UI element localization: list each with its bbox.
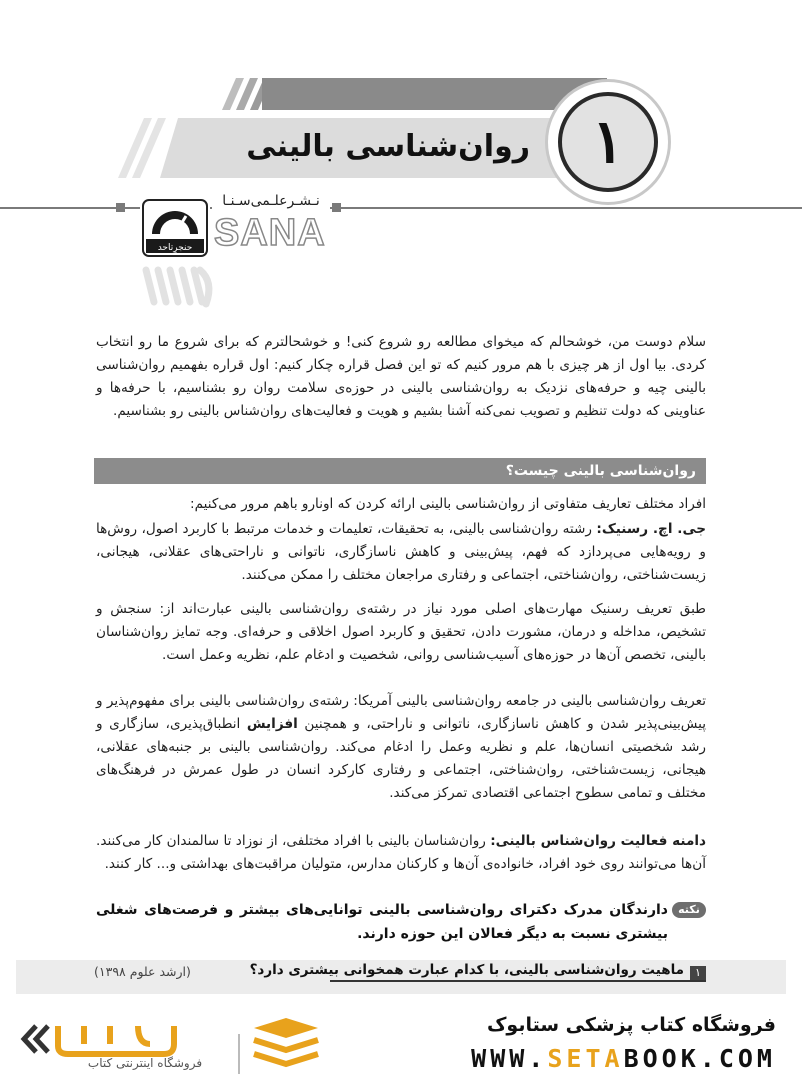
url-suffix: BOOK.COM xyxy=(623,1044,776,1073)
definitions-intro: افراد مختلف تعاریف متفاوتی از روان‌شناسی بالینی ارائه کردن که اونارو باهم مرور می‌کنیم: xyxy=(190,496,706,512)
divider-square xyxy=(332,203,341,212)
divider-square xyxy=(116,203,125,212)
publisher-tagline: حنجرِتاحد xyxy=(157,243,193,253)
resnick-keyword: جی. اچ. رسنیک: xyxy=(596,521,707,537)
chapter-title: روان‌شناسی بالینی xyxy=(246,129,530,164)
question-text: ماهیت روان‌شناسی بالینی، با کدام عبارت همخوانی بیشتری دارد؟ xyxy=(249,962,684,978)
apa-text-a: تعریف روان‌شناسی بالینی در جامعه روان‌شناسی بالینی آمریکا: رشته‌ی روان‌شناسی بالینی برای مفهوم‌پذیر و پیش‌بینی‌پذیر شدن و کاهش ناسازگاری، ناتوانی و ناراحتی، و همچنین xyxy=(96,693,706,732)
url-highlight: SETA xyxy=(547,1044,624,1073)
question-source: (ارشد علوم ۱۳۹۸) xyxy=(94,964,191,979)
footer-url[interactable] xyxy=(414,1044,776,1073)
chapter-number-badge xyxy=(558,92,658,192)
section-heading: روان‌شناسی بالینی چیست؟ xyxy=(94,458,706,484)
apa-definition xyxy=(96,690,706,805)
scope-text: روان‌شناسان بالینی با افراد مختلفی، از نوزاد تا سالمندان کار می‌کنند. آن‌ها می‌توانند روی خود افراد، خانواده‌ی آن‌ها و کارکنان مدارس، متولیان مراقبت‌های بهداشتی و... کار کنند. xyxy=(96,833,706,872)
footer-shop-name: فروشگاه کتاب پزشکی ستابوک xyxy=(486,1014,776,1036)
url-prefix: WWW. xyxy=(471,1044,548,1073)
setabook-logo-subtitle: فروشگاه اینترنتی کتاب xyxy=(87,1056,203,1070)
intro-paragraph: سلام دوست من، خوشحالم که میخوای مطالعه رو شروع کنی! و خوشحالترم که برای شروع ما رو انتخاب کردی. بیا اول از هر چیزی با هم مرور کنیم که تو این فصل قراره چکار کنیم: اول قراره بفهمیم روان‌شناسی بالینی چیه و حرفه‌های نزدیک به روان‌شناسی بالینی در حوزه‌ی سلامت روان رو بشناسیم، با حرفه‌ها و عناوینی که دولت تنظیم و تصویب نمی‌کنه آشنا بشیم و هویت و فعالیت‌های روان‌شناس بالینی رو بشناسیم. xyxy=(96,334,706,419)
watermark-squiggle xyxy=(140,262,220,310)
note-badge: نکته xyxy=(672,902,706,918)
publisher-name: نـشـرعلـمی‌سـنـا xyxy=(212,193,330,209)
resnick-skills-paragraph: طبق تعریف رسنیک مهارت‌های اصلی مورد نیاز در رشته‌ی روان‌شناسی بالینی عبارت‌اند از: سنجش و تشخیص، مداخله و درمان، مشورت دادن، تحقیق و کاربرد اصول اخلاقی و حرفه‌ای. وجه تمایز روان‌شناسان بالینی، تخصص آن‌ها در حوزه‌های آسیب‌شناسی روانی، شخصیت و ادغام علم، نظریه وعمل است. xyxy=(96,601,706,663)
header-top-bar xyxy=(262,78,607,110)
scope-paragraph xyxy=(96,830,706,876)
scope-keyword: دامنه فعالیت روان‌شناس بالینی: xyxy=(490,833,706,849)
apa-text-b: انطباق‌پذیری، سازگاری و رشد شخصیتی انسان‌ها، علم و نظریه وعمل را ادغام می‌کند. روان‌شناسی بالینی بر جنبه‌های عقلانی، هیجانی، زیست‌شناختی، روان‌شناختی، اجتماعی و رفتاری کارکرد انسان در طول عمرش در فرهنگ‌های مختلف و تمامی سطوح اجتماعی اقتصادی تمرکز می‌کند. xyxy=(96,716,706,801)
note-text: دارندگان مدرک دکترای روان‌شناسی بالینی توانایی‌های بیشتر و فرصت‌های شغلی بیشتری نسبت به دیگر فعالان این حوزه دارند. xyxy=(96,902,668,942)
resnick-text: رشته روان‌شناسی بالینی، به تحقیقات، تعلیمات و خدمات مرتبط با کاربرد اصول، روش‌ها و رویه‌هایی می‌پردازد که فهم، پیش‌بینی و کاهش ناسازگاری، ناتوانی و ناراحتی‌های عقلانی، هیجانی، زیست‌شناختی، روان‌شناختی، اجتماعی و رفتاری مراجعان مختلف را ممکن می‌کنند. xyxy=(96,521,706,583)
publisher-latin-logo: SANA xyxy=(214,212,326,254)
question-underline xyxy=(330,980,706,982)
question-number: ۱ xyxy=(690,966,706,980)
chapter-number: ۱ xyxy=(591,107,625,177)
resnick-definition xyxy=(96,518,706,587)
publisher-logo-icon xyxy=(140,198,210,258)
apa-keyword: افزایش xyxy=(246,716,298,732)
